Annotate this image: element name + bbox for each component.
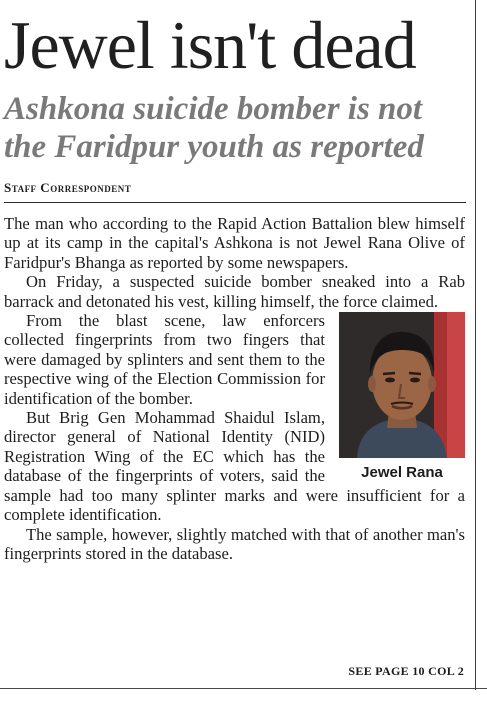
portrait-photo bbox=[339, 312, 465, 458]
byline: Staff Correspondent bbox=[4, 180, 132, 195]
paragraph-3: From the blast scene, law enforcers collected fingerprints from two fingers that were damaged by splinters and sent them to the respective wing of the Election Commission for identification of the bomber. bbox=[4, 311, 325, 408]
photo-figure bbox=[339, 312, 465, 482]
bottom-rule bbox=[0, 688, 487, 689]
article-body bbox=[4, 214, 465, 563]
paragraph-4: But Brig Gen Mohammad Shaidul Islam, director general of National Identity (NID) Registration Wing of the EC which has the database of the fingerprints of voters, said the sample had too many splinter marks and were insufficient for a complete identification. bbox=[4, 408, 465, 525]
paragraph-1: The man who according to the Rapid Action Battalion blew himself up at its camp in the capital's Ashkona is not Jewel Rana Olive of Faridpur's Bhanga as reported by some newspapers. bbox=[4, 214, 465, 272]
photo-caption: Jewel Rana bbox=[361, 464, 443, 482]
column-divider bbox=[475, 0, 476, 690]
headline: Jewel isn't dead bbox=[4, 7, 416, 83]
byline-divider bbox=[4, 202, 466, 203]
subheadline: Ashkona suicide bomber is not the Faridpur youth as reported bbox=[4, 91, 424, 165]
continuation-jump: SEE PAGE 10 COL 2 bbox=[348, 664, 464, 678]
paragraph-5: The sample, however, slightly matched with that of another man's fingerprints stored in the database. bbox=[4, 524, 465, 563]
paragraph-2: On Friday, a suspected suicide bomber sneaked into a Rab barrack and detonated his vest, killing himself, the force claimed. bbox=[4, 272, 465, 311]
